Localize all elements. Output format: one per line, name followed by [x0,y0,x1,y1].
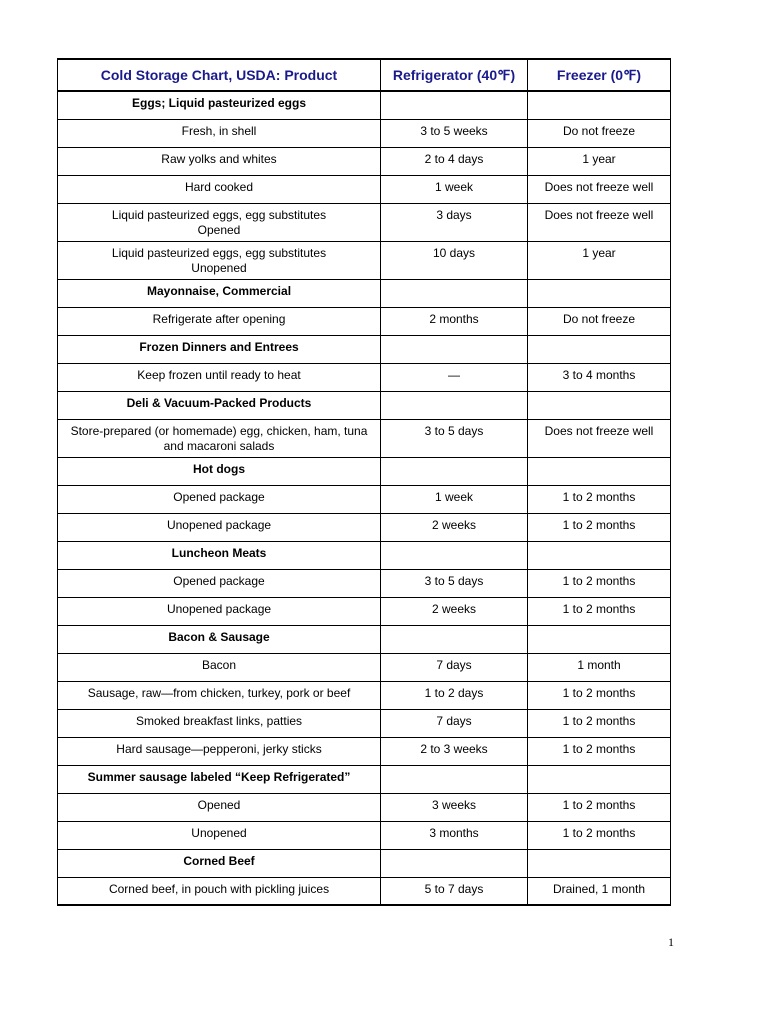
table-row [58,653,671,681]
freezer-cell [528,541,671,569]
table-row [58,513,671,541]
section-row [58,625,671,653]
product-cell: Opened package [58,485,381,513]
table-row [58,821,671,849]
product-cell: Hard sausage—pepperoni, jerky sticks [58,737,381,765]
section-row [58,91,671,119]
product-cell: Frozen Dinners and Entrees [58,335,381,363]
refrigerator-cell [381,391,528,419]
refrigerator-cell: 5 to 7 days [381,877,528,905]
product-cell: Opened package [58,569,381,597]
freezer-cell: 1 year [528,241,671,279]
refrigerator-cell [381,541,528,569]
refrigerator-cell: 1 week [381,485,528,513]
product-cell: Liquid pasteurized eggs, egg substitutes Unopened [58,241,381,279]
product-cell: Bacon & Sausage [58,625,381,653]
refrigerator-cell [381,91,528,119]
refrigerator-cell: 7 days [381,653,528,681]
freezer-cell: Does not freeze well [528,203,671,241]
freezer-cell [528,391,671,419]
section-row [58,849,671,877]
refrigerator-cell: 3 days [381,203,528,241]
header-row [58,59,671,91]
freezer-cell [528,625,671,653]
table-row [58,241,671,279]
refrigerator-cell: 1 week [381,175,528,203]
table-row [58,203,671,241]
freezer-cell [528,91,671,119]
cold-storage-table [57,58,671,906]
refrigerator-cell: 3 to 5 days [381,419,528,457]
table-row [58,307,671,335]
table-body [58,91,671,905]
refrigerator-cell: — [381,363,528,391]
product-cell: Smoked breakfast links, patties [58,709,381,737]
table-row [58,363,671,391]
freezer-cell: 1 to 2 months [528,681,671,709]
product-cell: Keep frozen until ready to heat [58,363,381,391]
product-cell: Corned beef, in pouch with pickling juices [58,877,381,905]
table-row [58,419,671,457]
refrigerator-cell [381,765,528,793]
freezer-cell: 1 to 2 months [528,597,671,625]
table-row [58,877,671,905]
table-header [58,59,671,91]
freezer-cell [528,335,671,363]
refrigerator-cell: 1 to 2 days [381,681,528,709]
section-row [58,279,671,307]
product-cell: Hot dogs [58,457,381,485]
table-row [58,485,671,513]
product-cell: Sausage, raw—from chicken, turkey, pork or beef [58,681,381,709]
product-cell: Opened [58,793,381,821]
product-cell: Luncheon Meats [58,541,381,569]
section-row [58,391,671,419]
refrigerator-cell: 7 days [381,709,528,737]
product-cell: Deli & Vacuum-Packed Products [58,391,381,419]
header-product: Cold Storage Chart, USDA: Product [58,59,381,91]
product-cell: Unopened [58,821,381,849]
freezer-cell: 1 to 2 months [528,737,671,765]
freezer-cell: 1 to 2 months [528,709,671,737]
product-cell: Fresh, in shell [58,119,381,147]
table-row [58,681,671,709]
product-cell: Liquid pasteurized eggs, egg substitutes Opened [58,203,381,241]
refrigerator-cell [381,335,528,363]
refrigerator-cell: 2 months [381,307,528,335]
refrigerator-cell [381,625,528,653]
table-row [58,569,671,597]
freezer-cell [528,849,671,877]
product-cell: Unopened package [58,513,381,541]
freezer-cell: 1 month [528,653,671,681]
freezer-cell: Do not freeze [528,119,671,147]
freezer-cell: Drained, 1 month [528,877,671,905]
table-row [58,709,671,737]
refrigerator-cell [381,279,528,307]
freezer-cell: 1 to 2 months [528,793,671,821]
freezer-cell [528,279,671,307]
product-cell: Refrigerate after opening [58,307,381,335]
product-cell: Hard cooked [58,175,381,203]
refrigerator-cell: 3 weeks [381,793,528,821]
product-cell: Unopened package [58,597,381,625]
refrigerator-cell: 3 to 5 weeks [381,119,528,147]
product-cell: Store-prepared (or homemade) egg, chicken, ham, tuna and macaroni salads [58,419,381,457]
table-row [58,147,671,175]
freezer-cell: 1 year [528,147,671,175]
table-row [58,597,671,625]
refrigerator-cell: 3 months [381,821,528,849]
freezer-cell: Does not freeze well [528,175,671,203]
table-row [58,737,671,765]
freezer-cell: 1 to 2 months [528,485,671,513]
section-row [58,541,671,569]
header-freezer: Freezer (0℉) [528,59,671,91]
section-row [58,335,671,363]
product-cell: Raw yolks and whites [58,147,381,175]
table-row [58,793,671,821]
freezer-cell: Do not freeze [528,307,671,335]
refrigerator-cell: 2 weeks [381,513,528,541]
section-row [58,457,671,485]
refrigerator-cell: 10 days [381,241,528,279]
refrigerator-cell: 2 to 3 weeks [381,737,528,765]
page-number: 1 [668,935,674,949]
refrigerator-cell [381,457,528,485]
refrigerator-cell: 2 to 4 days [381,147,528,175]
table-row [58,175,671,203]
product-cell: Corned Beef [58,849,381,877]
freezer-cell: 3 to 4 months [528,363,671,391]
freezer-cell: 1 to 2 months [528,569,671,597]
freezer-cell: 1 to 2 months [528,821,671,849]
product-cell: Summer sausage labeled “Keep Refrigerated” [58,765,381,793]
freezer-cell: 1 to 2 months [528,513,671,541]
section-row [58,765,671,793]
freezer-cell [528,457,671,485]
product-cell: Eggs; Liquid pasteurized eggs [58,91,381,119]
refrigerator-cell: 2 weeks [381,597,528,625]
header-refrigerator: Refrigerator (40℉) [381,59,528,91]
freezer-cell [528,765,671,793]
table-row [58,119,671,147]
product-cell: Mayonnaise, Commercial [58,279,381,307]
freezer-cell: Does not freeze well [528,419,671,457]
refrigerator-cell [381,849,528,877]
product-cell: Bacon [58,653,381,681]
refrigerator-cell: 3 to 5 days [381,569,528,597]
